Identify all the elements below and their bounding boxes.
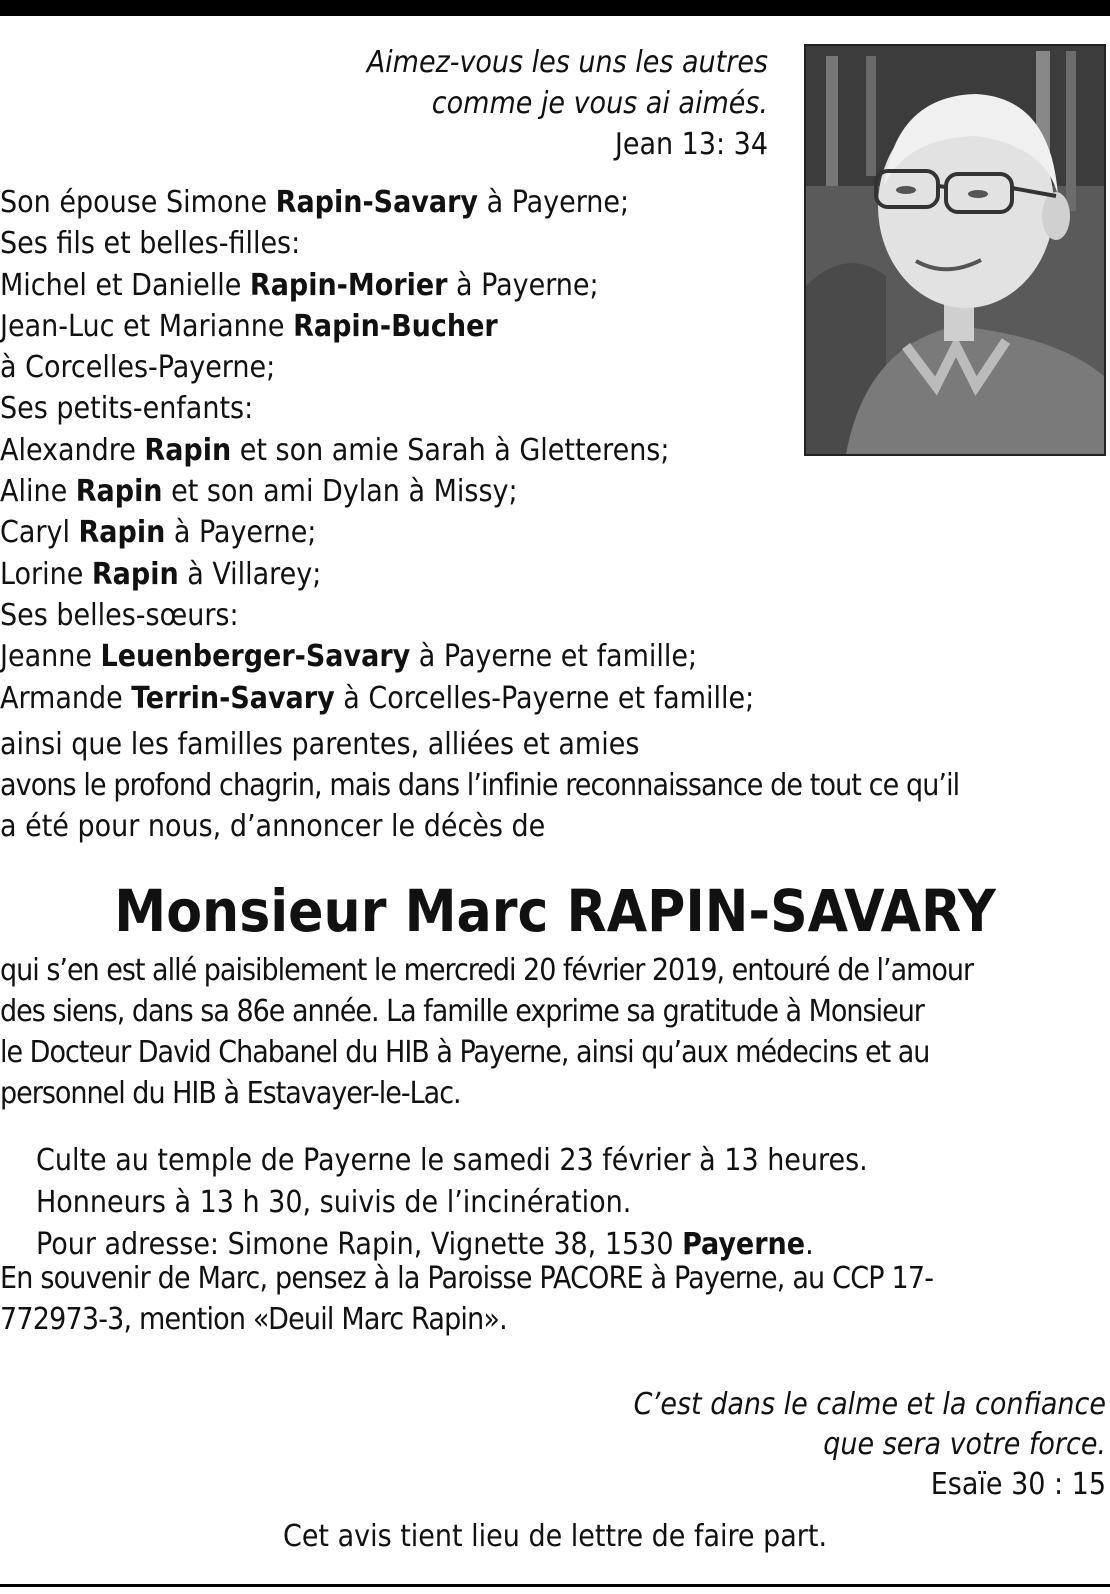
family-line: Lorine Rapin à Villarey; [0, 556, 322, 592]
donation-text [0, 1258, 933, 1340]
deceased-name: Monsieur Marc RAPIN-SAVARY [114, 877, 996, 945]
family-line: Caryl Rapin à Payerne; [0, 515, 317, 551]
announcement-text [0, 724, 959, 847]
service-line: Honneurs à 13 h 30, suivis de l’incinération. [36, 1185, 632, 1220]
family-line: Ses fils et belles-filles: [0, 226, 301, 262]
quote-line: que sera votre force. [823, 1427, 1106, 1462]
family-list [0, 182, 754, 719]
portrait-image [806, 46, 1104, 454]
announce-line: avons le profond chagrin, mais dans l’infinie reconnaissance de tout ce qu’il [0, 768, 960, 803]
top-rule [0, 0, 1110, 16]
donation-line: En souvenir de Marc, pensez à la Paroisse PACORE à Payerne, au CCP 17- [0, 1261, 934, 1296]
portrait-photo [804, 44, 1106, 456]
quote-reference: Jean 13: 34 [614, 127, 768, 162]
passing-line: le Docteur David Chabanel du HIB à Payerne, ainsi qu’aux médecins et au [0, 1035, 930, 1070]
announce-line: ainsi que les familles parentes, alliées et amies [0, 727, 640, 762]
family-line: Ses belles-sœurs: [0, 597, 239, 633]
bottom-rule [0, 1584, 1110, 1587]
quote-reference: Esaïe 30 : 15 [930, 1467, 1106, 1502]
passing-line: personnel du HIB à Estavayer-le-Lac. [0, 1076, 461, 1111]
quote-line: comme je vous ai aimés. [431, 86, 768, 121]
family-line: Ses petits-enfants: [0, 391, 254, 427]
family-line: Michel et Danielle Rapin-Morier à Payerne; [0, 267, 599, 303]
family-line: Jeanne Leuenberger-Savary à Payerne et famille; [0, 639, 698, 675]
passing-text [0, 950, 973, 1114]
family-line: à Corcelles-Payerne; [0, 350, 276, 386]
family-line: Jean-Luc et Marianne Rapin-Bucher [0, 308, 498, 344]
service-details [36, 1140, 868, 1266]
footer-note: Cet avis tient lieu de lettre de faire part. [282, 1519, 828, 1554]
family-line: Aline Rapin et son ami Dylan à Missy; [0, 474, 518, 510]
announce-line: a été pour nous, d’annoncer le décès de [0, 809, 546, 844]
passing-line: des siens, dans sa 86e année. La famille exprime sa gratitude à Monsieur [0, 994, 924, 1029]
family-line: Armande Terrin-Savary à Corcelles-Payerne et famille; [0, 680, 755, 716]
family-line: Alexandre Rapin et son amie Sarah à Gletterens; [0, 432, 670, 468]
opening-bible-quote [0, 42, 768, 165]
closing-bible-quote [0, 1385, 1106, 1505]
family-line: Son épouse Simone Rapin-Savary à Payerne; [0, 185, 630, 220]
passing-line: qui s’en est allé paisiblement le mercredi 20 février 2019, entouré de l’amour [0, 953, 974, 988]
quote-line: C’est dans le calme et la confiance [633, 1387, 1106, 1422]
quote-line: Aimez-vous les uns les autres [366, 45, 768, 80]
donation-line: 772973-3, mention «Deuil Marc Rapin». [0, 1302, 507, 1337]
service-address: Pour adresse: Simone Rapin, Vignette 38, 1530 Payerne. [36, 1227, 814, 1262]
service-line: Culte au temple de Payerne le samedi 23 février à 13 heures. [36, 1143, 868, 1178]
